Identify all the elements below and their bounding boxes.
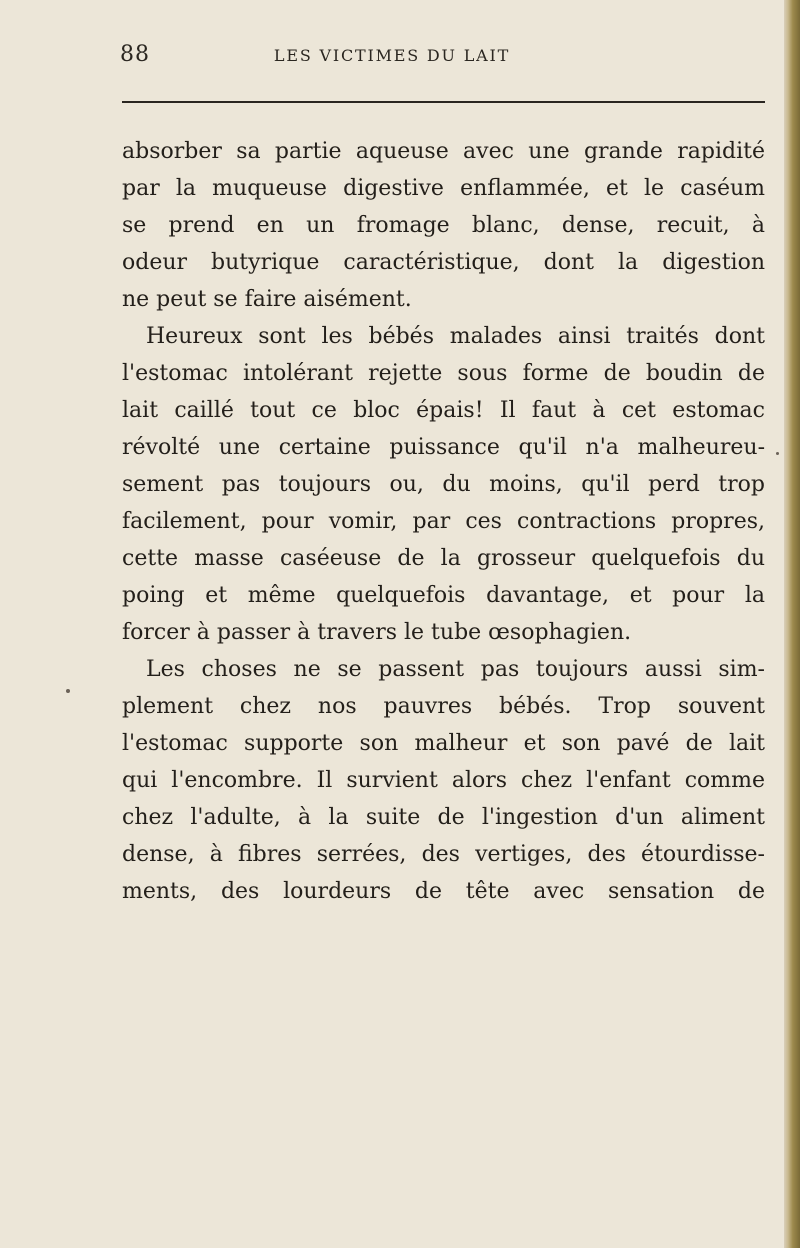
text-line: odeur butyrique caractéristique, dont la digestion xyxy=(122,250,765,275)
body-text xyxy=(122,133,765,910)
page-header xyxy=(0,42,784,82)
text-line: ne peut se faire aisément. xyxy=(122,287,412,312)
header-rule xyxy=(122,101,765,103)
text-line: l'estomac supporte son malheur et son pavé de lait xyxy=(122,731,765,756)
text-line: plement chez nos pauvres bébés. Trop souvent xyxy=(122,694,765,719)
text-line: chez l'adulte, à la suite de l'ingestion d'un aliment xyxy=(122,805,765,830)
text-line: cette masse caséeuse de la grosseur quelquefois du xyxy=(122,546,765,571)
text-line: sement pas toujours ou, du moins, qu'il perd trop xyxy=(122,472,765,497)
text-line: qui l'encombre. Il survient alors chez l'enfant comme xyxy=(122,768,765,793)
ink-speck xyxy=(776,452,779,455)
text-line: ments, des lourdeurs de tête avec sensation de xyxy=(122,879,765,904)
text-line: lait caillé tout ce bloc épais! Il faut à cet estomac xyxy=(122,398,765,423)
text-line: se prend en un fromage blanc, dense, recuit, à xyxy=(122,213,765,238)
text-line: dense, à fibres serrées, des vertiges, des étourdisse- xyxy=(122,842,765,867)
running-title: LES VICTIMES DU LAIT xyxy=(273,46,511,65)
text-line: facilement, pour vomir, par ces contractions propres, xyxy=(122,509,765,534)
text-line: par la muqueuse digestive enflammée, et le caséum xyxy=(122,176,765,201)
page-gutter-edge xyxy=(784,0,800,1248)
text-line: absorber sa partie aqueuse avec une grande rapidité xyxy=(122,139,765,164)
page-number: 88 xyxy=(120,42,150,67)
text-line: forcer à passer à travers le tube œsophagien. xyxy=(122,620,632,645)
text-line: l'estomac intolérant rejette sous forme de boudin de xyxy=(122,361,765,386)
text-line: Les choses ne se passent pas toujours aussi sim- xyxy=(146,657,765,682)
ink-speck xyxy=(66,689,70,693)
text-line: Heureux sont les bébés malades ainsi traités dont xyxy=(146,324,765,349)
text-line: poing et même quelquefois davantage, et pour la xyxy=(122,583,765,608)
text-line: révolté une certaine puissance qu'il n'a malheureu- xyxy=(122,435,765,460)
